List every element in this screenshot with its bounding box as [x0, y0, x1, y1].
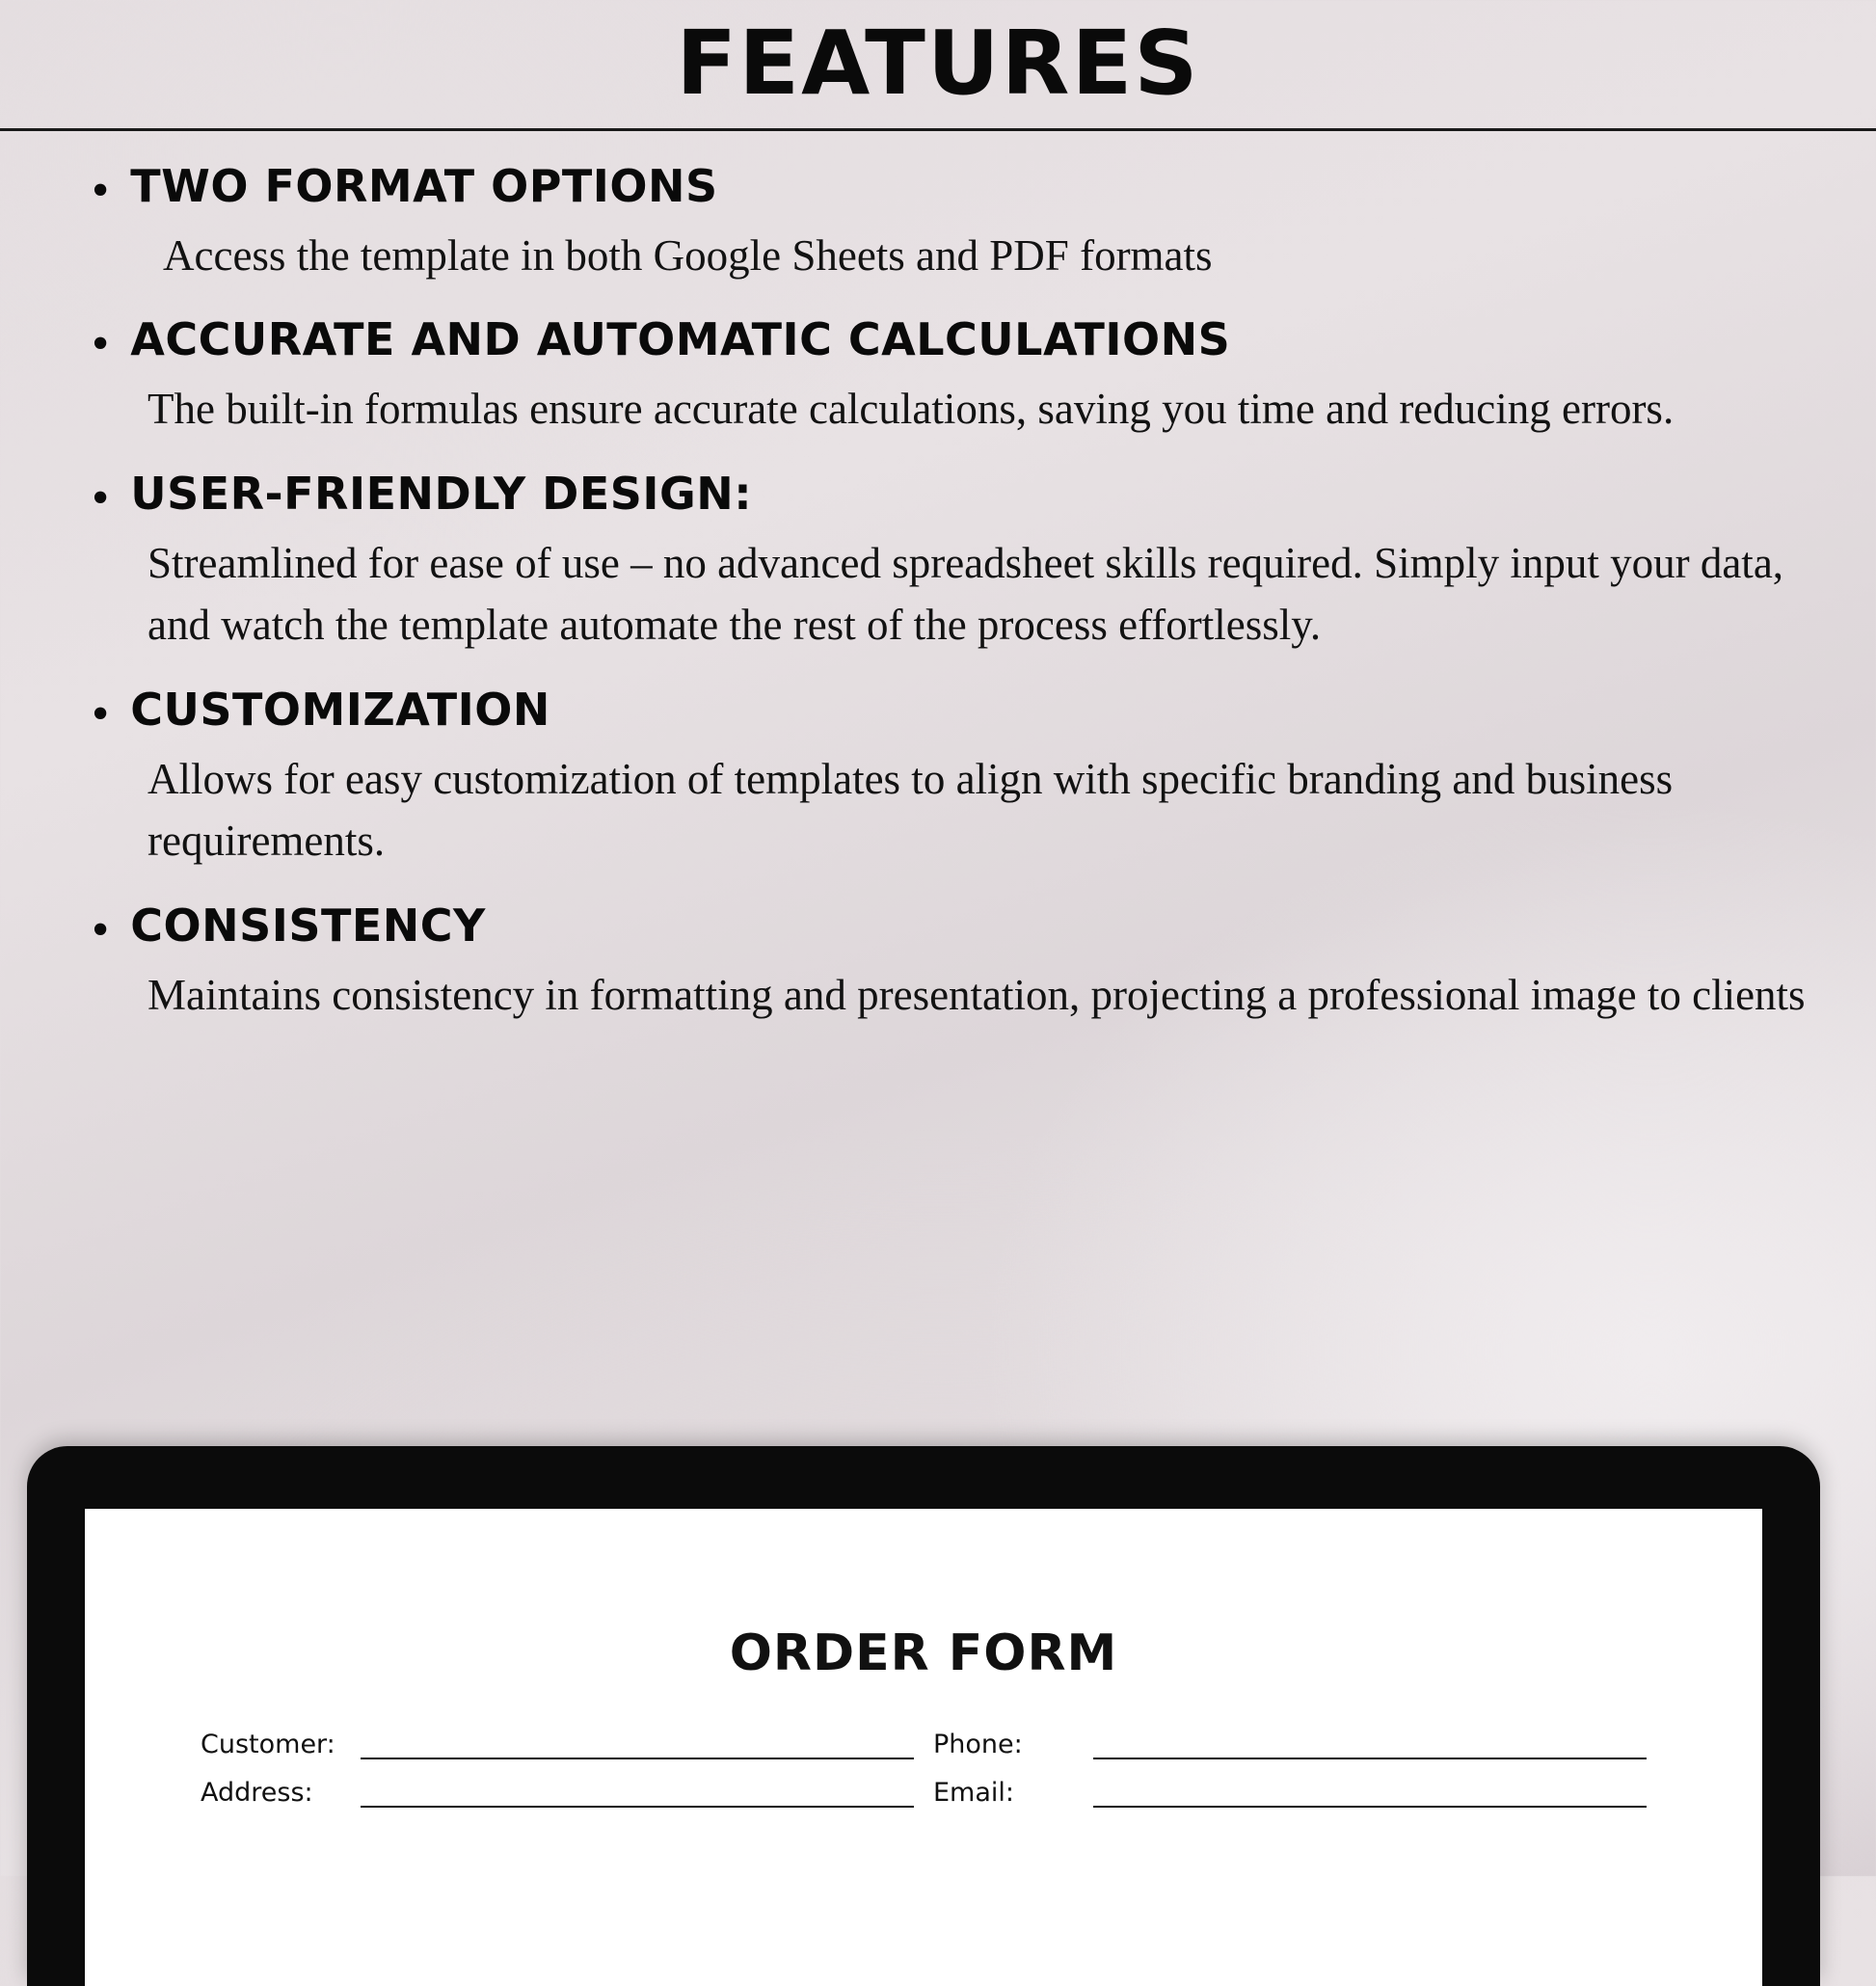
list-item [92, 468, 1818, 657]
feature-description: Streamlined for ease of use – no advanced spreadsheet skills required. Simply input your data, and watch the template automate the rest of the process effortlessly. [147, 539, 1784, 650]
form-field-address [201, 1777, 914, 1808]
list-item [92, 313, 1818, 441]
form-input-address[interactable] [361, 1777, 914, 1808]
feature-heading-row [92, 313, 1818, 372]
form-input-email[interactable] [1093, 1777, 1647, 1808]
form-label-customer: Customer: [201, 1730, 335, 1759]
form-field-phone [933, 1729, 1647, 1759]
bullet-icon: • [92, 901, 110, 957]
features-list [0, 131, 1876, 1027]
feature-heading-row [92, 684, 1818, 742]
bullet-icon: • [92, 162, 110, 218]
form-column-right [933, 1729, 1647, 1825]
feature-description: The built-in formulas ensure accurate calculations, saving you time and reducing errors. [147, 385, 1675, 434]
form-column-left [201, 1729, 914, 1825]
list-item [92, 684, 1818, 872]
form-input-customer[interactable] [361, 1729, 914, 1759]
page-header [0, 0, 1876, 131]
list-item [92, 160, 1818, 287]
tablet-mockup [27, 1446, 1820, 1986]
feature-title: CUSTOMIZATION [130, 684, 550, 737]
form-label-email: Email: [933, 1778, 1015, 1808]
bullet-icon: • [92, 316, 110, 372]
bullet-icon: • [92, 470, 110, 526]
order-form-fields [85, 1682, 1762, 1825]
form-label-address: Address: [201, 1778, 313, 1808]
feature-description: Maintains consistency in formatting and presentation, projecting a professional image to clients [147, 970, 1806, 1019]
feature-title: TWO FORMAT OPTIONS [130, 159, 718, 212]
feature-heading-row [92, 160, 1818, 216]
feature-heading-row [92, 899, 1818, 955]
form-field-customer [201, 1729, 914, 1759]
tablet-screen [85, 1509, 1762, 1986]
form-field-email [933, 1777, 1647, 1808]
feature-title: USER-FRIENDLY DESIGN: [130, 468, 753, 521]
form-label-phone: Phone: [933, 1730, 1023, 1759]
page-title: FEATURES [676, 12, 1200, 115]
feature-title: ACCURATE AND AUTOMATIC CALCULATIONS [130, 313, 1231, 366]
form-input-phone[interactable] [1093, 1729, 1647, 1759]
feature-description: Allows for easy customization of templates to align with specific branding and business requirements. [147, 755, 1674, 866]
order-form-title: ORDER FORM [729, 1624, 1118, 1682]
list-item [92, 899, 1818, 1027]
feature-description: Access the template in both Google Sheets and PDF formats [163, 230, 1213, 280]
feature-title: CONSISTENCY [130, 899, 486, 952]
feature-heading-row [92, 468, 1818, 526]
bullet-icon: • [92, 686, 110, 742]
